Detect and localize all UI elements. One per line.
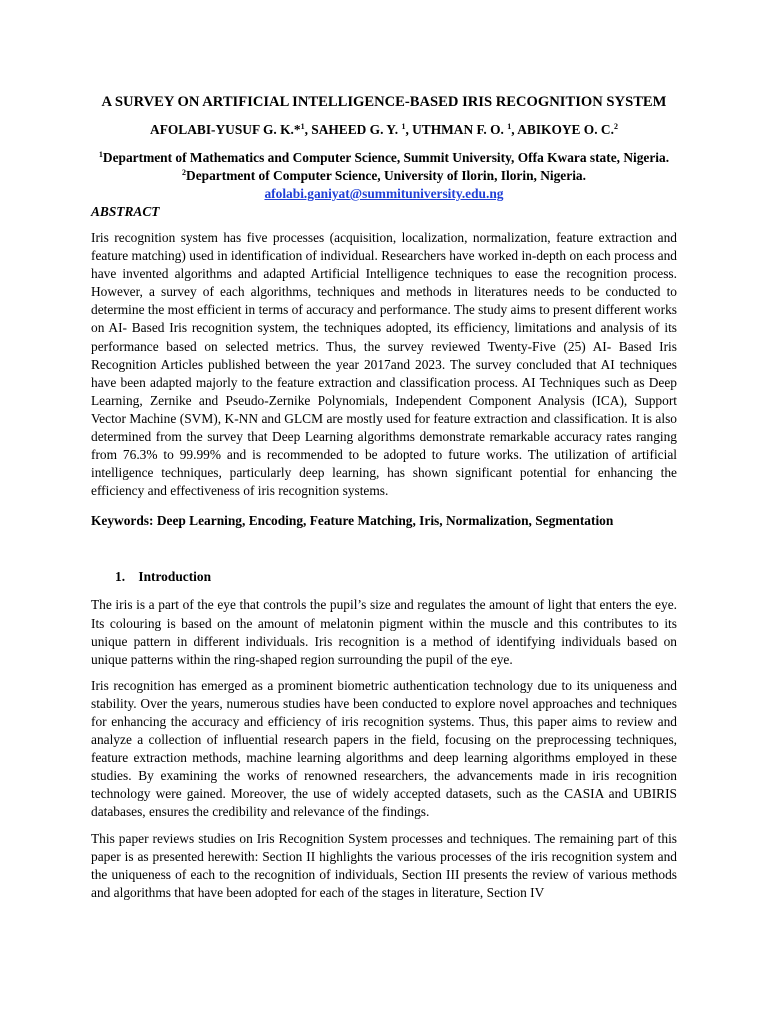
body-paragraph: Iris recognition has emerged as a prominent biometric authentication technology due to its uniqueness and stability. Over the years, numerous studies have been conducted to explore novel approaches and techniques for enhancing the accuracy and efficiency of iris recognition systems. Thus, this paper aims to review and analyze a collection of influential research papers in the field, focusing on the preprocessing techniques, feature extraction methods, machine learning algorithms and deep learning algorithms employed in these studies. By examining the works of renowned researchers, the advancements made in iris recognition technology were gained. Moreover, the use of widely accepted datasets, such as the CASIA and UBIRIS databases, ensures the credibility and relevance of the findings. [91, 677, 677, 820]
email-link[interactable]: afolabi.ganiyat@summituniversity.edu.ng [264, 186, 504, 201]
author: ABIKOYE O. C.$^2$ [517, 122, 618, 137]
abstract-text: Iris recognition system has five processes (acquisition, localization, normalization, feature extraction and feature matching) used in identification of individual. Researchers have worked in-depth on each process and have invented algorithms and adapted Artificial Intelligence techniques to ease the recognition process. However, a survey of each algorithms, techniques and methods in literatures needs to be conducted to determine the most efficient in terms of accuracy and performance. The study aims to present different works on AI- Based Iris recognition system, the techniques adopted, its efficiency, limitations and analysis of its performance based on selected metrics. Thus, the survey reviewed Twenty-Five (25) AI- Based Iris Recognition Articles published between the year 2017and 2023. The survey concluded that AI techniques have been adapted majorly to the feature extraction and classification process. AI Techniques such as Deep Learning, Zernike and Pseudo-Zernike Polynomials, Independent Component Analysis (ICA), Support Vector Machine (SVM), K-NN and GLCM are mostly used for feature extraction and classification. It is also determined from the survey that Deep Learning algorithms demonstrate remarkable accuracy rates ranging from 76.3% to 99.99% and is recommended to be adopted to future works. The utilization of artificial intelligence techniques, particularly deep learning, has shown significant potential for enhancing the efficiency and effectiveness of iris recognition systems. [91, 230, 677, 499]
body-paragraph: This paper reviews studies on Iris Recognition System processes and techniques. The remaining part of this paper is as presented herewith: Section II highlights the various processes of the iris recognition system and the uniqueness of each to the recognition of individuals, Section III presents the review of various methods and algorithms that have been adopted for each of the stages in literature, Section IV [91, 830, 677, 900]
affiliation: $^1$Department of Mathematics and Computer Science, Summit University, Offa Kwara state, Nigeria. [98, 150, 670, 165]
paper-title: A SURVEY ON ARTIFICIAL INTELLIGENCE-BASED IRIS RECOGNITION SYSTEM [101, 94, 667, 110]
abstract-heading: ABSTRACT [91, 204, 160, 219]
author-affiliation-mark: 1 [300, 122, 305, 131]
author-affiliation-mark: 2 [613, 122, 618, 131]
author: AFOLABI-YUSUF G. K.*$^1$, [150, 122, 312, 137]
author-list [91, 121, 677, 139]
affiliation-mark: 2 [182, 168, 187, 177]
affiliation-mark: 1 [98, 150, 103, 159]
body-paragraph: The iris is a part of the eye that controls the pupil’s size and regulates the amount of light that enters the eye. Its colouring is based on the amount of melatonin pigment within the muscle and this contributes to its unique pattern in different individuals. Iris recognition is a method of identifying individuals based on unique patterns within the ring-shaped region surrounding the pupil of the eye. [91, 597, 677, 667]
section-heading-introduction [91, 568, 677, 586]
author-affiliation-mark: 1 [507, 122, 512, 131]
author: UTHMAN F. O. $^1$, [412, 122, 518, 137]
section-number: 1. [115, 569, 126, 585]
author: SAHEED G. Y. $^1$, [311, 122, 413, 137]
author-affiliation-mark: 1 [401, 122, 406, 131]
keywords: Keywords: Deep Learning, Encoding, Feature Matching, Iris, Normalization, Segmentation [91, 513, 614, 529]
affiliation: $^2$Department of Computer Science, University of Ilorin, Ilorin, Nigeria. [182, 168, 586, 183]
contact-email [91, 185, 677, 203]
section-title: Introduction [138, 569, 212, 585]
